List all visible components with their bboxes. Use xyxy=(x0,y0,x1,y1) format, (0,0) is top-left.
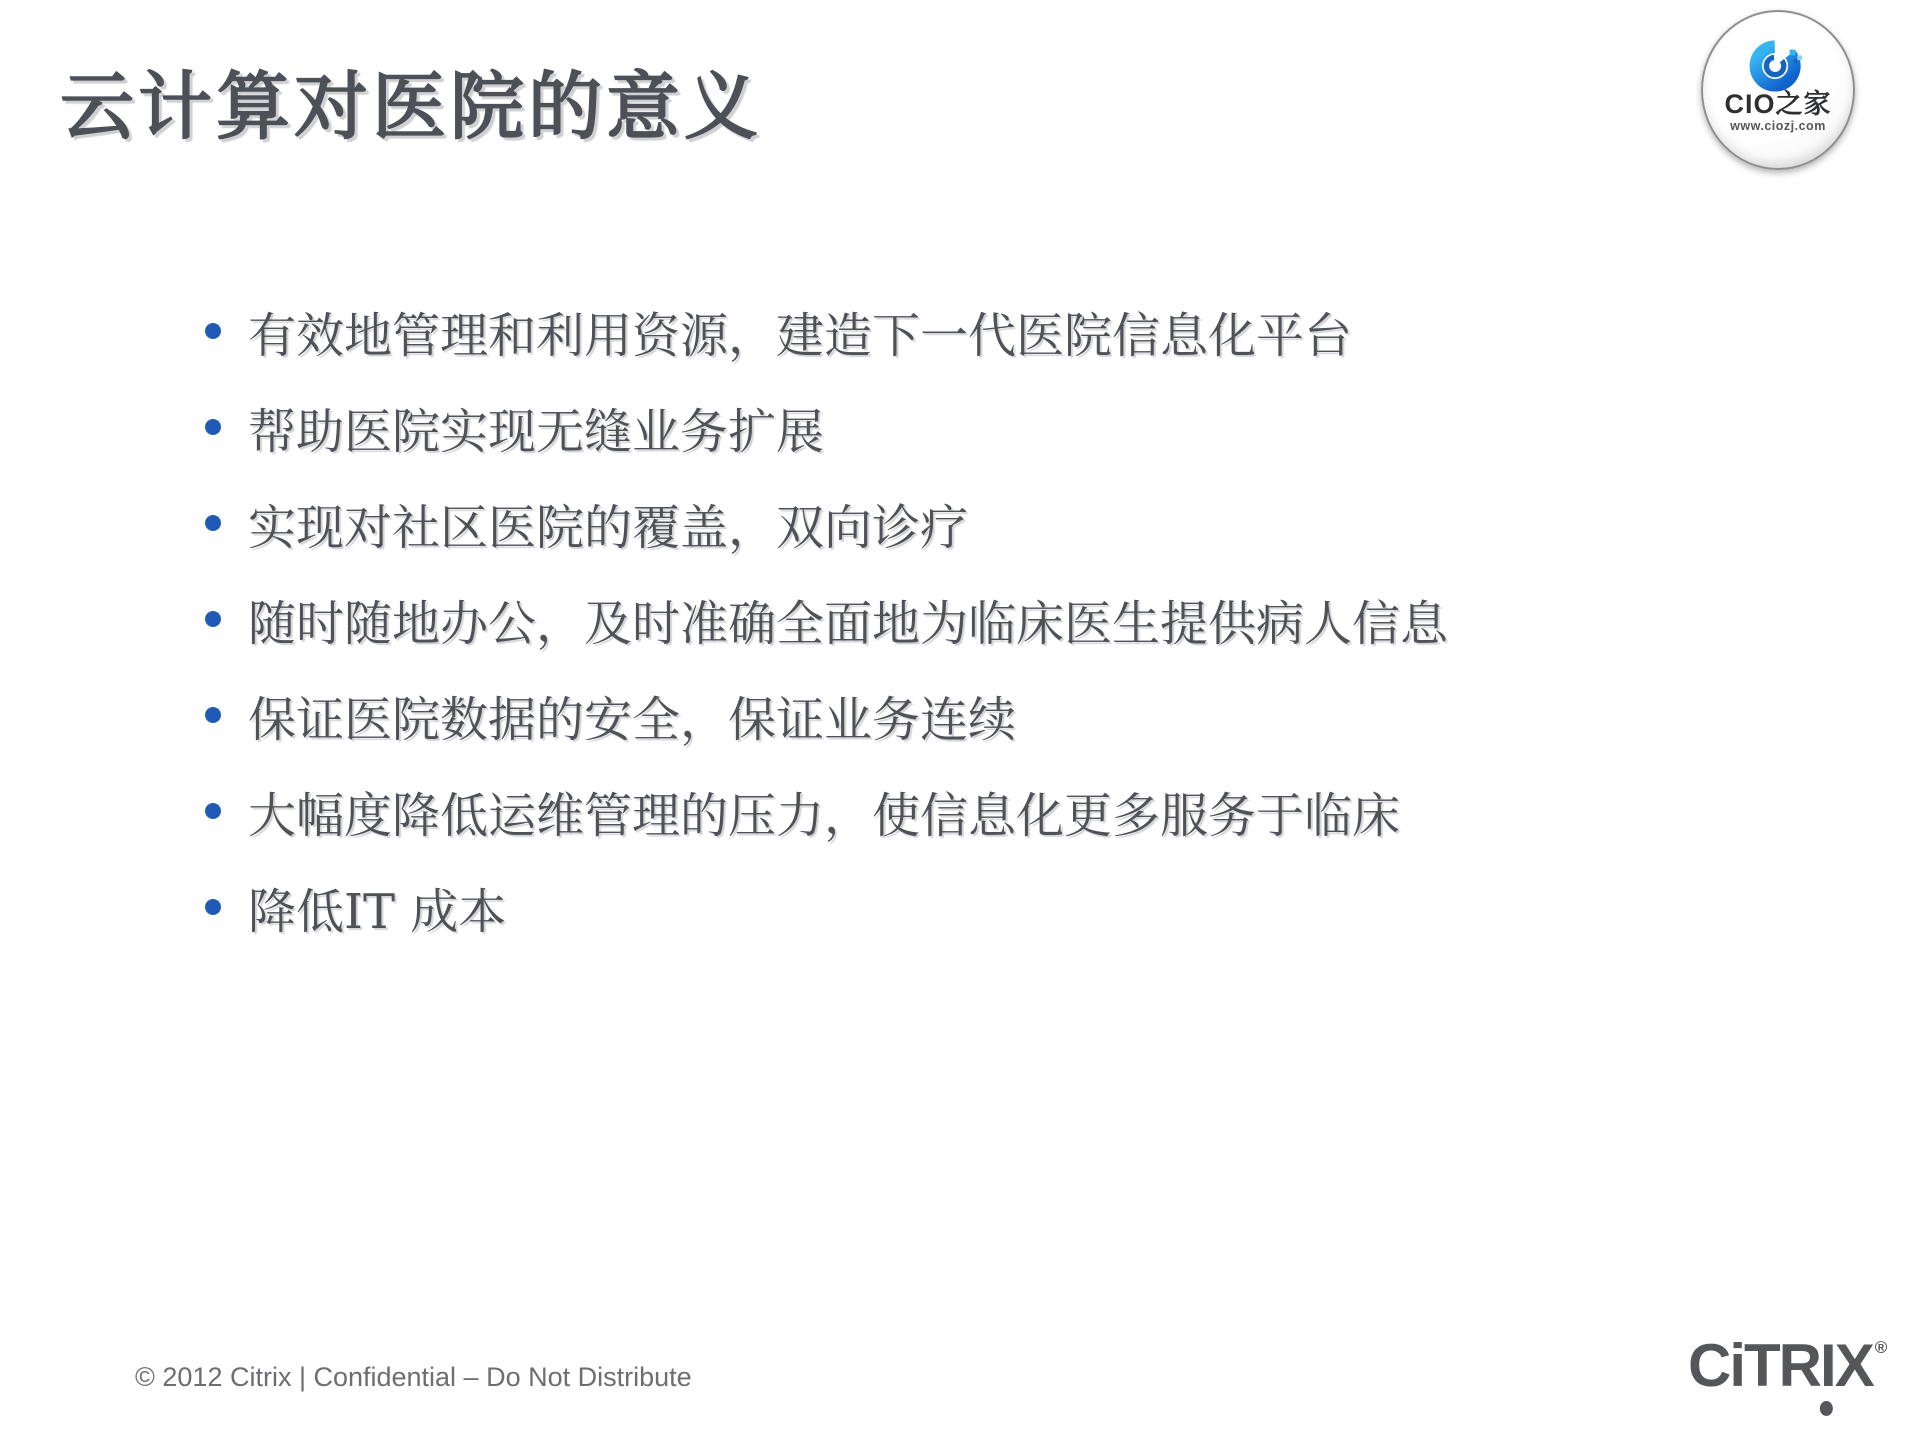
bullet-dot-icon xyxy=(205,707,221,723)
bullet-text: 大幅度降低运维管理的压力，使信息化更多服务于临床 xyxy=(248,787,1401,844)
citrix-letter: T xyxy=(1744,1332,1779,1399)
bullet-text: 保证医院数据的安全，保证业务连续 xyxy=(248,691,1017,748)
citrix-letter-i-dotted xyxy=(1820,1332,1835,1399)
footer-copyright: © 2012 Citrix | Confidential – Do Not Distribute xyxy=(135,1362,692,1392)
bullet-text: 帮助医院实现无缝业务扩展 xyxy=(248,403,825,460)
citrix-under-dot-icon xyxy=(1820,1401,1833,1416)
bullet-dot-icon xyxy=(205,803,221,819)
cio-logo-url: www.ciozj.com xyxy=(1730,119,1826,134)
bullet-dot-icon xyxy=(205,419,221,435)
bullet-item xyxy=(196,859,1696,955)
bullet-text: 降低IT 成本 xyxy=(248,883,507,940)
citrix-letter: C xyxy=(1688,1332,1730,1399)
cio-logo-name: CIO之家 xyxy=(1724,89,1832,119)
bullet-text: 随时随地办公，及时准确全面地为临床医生提供病人信息 xyxy=(248,595,1449,652)
bullet-item xyxy=(196,475,1696,571)
bullet-item xyxy=(196,667,1696,763)
bullet-list xyxy=(196,283,1696,955)
citrix-letter: I xyxy=(1820,1332,1835,1399)
bullet-item xyxy=(196,571,1696,667)
bullet-dot-icon xyxy=(205,611,221,627)
bullet-item xyxy=(196,763,1696,859)
citrix-letter: R xyxy=(1778,1332,1821,1399)
bullet-text: 实现对社区医院的覆盖，双向诊疗 xyxy=(248,499,969,556)
bullet-text: 有效地管理和利用资源，建造下一代医院信息化平台 xyxy=(248,307,1353,364)
citrix-letter-i: i xyxy=(1729,1332,1745,1399)
cio-c-ring-icon xyxy=(1749,38,1807,92)
bullet-dot-icon xyxy=(205,899,221,915)
registered-trademark-icon: ® xyxy=(1874,1338,1888,1357)
citrix-letter: X xyxy=(1834,1332,1873,1399)
cio-logo-badge xyxy=(1701,10,1855,170)
bullet-dot-icon xyxy=(205,323,221,339)
citrix-logo xyxy=(1688,1332,1888,1399)
bullet-dot-icon xyxy=(205,515,221,531)
bullet-item xyxy=(196,283,1696,379)
bullet-item xyxy=(196,379,1696,475)
page-title: 云计算对医院的意义 xyxy=(60,64,762,150)
